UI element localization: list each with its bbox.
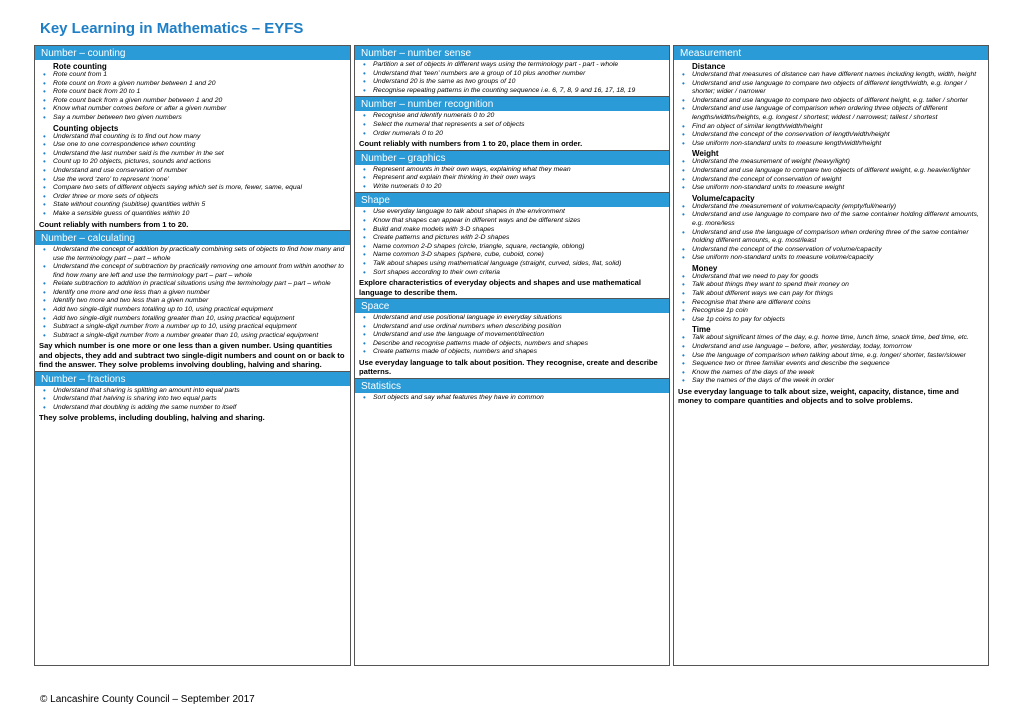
list-item: • Order numerals 0 to 20 [359, 130, 666, 139]
list-item: • Use 1p coins to pay for objects [678, 316, 985, 325]
section-heading: Statistics [355, 379, 669, 393]
column-left [34, 45, 351, 666]
section-heading: Space [355, 299, 669, 313]
bullet-list [359, 166, 666, 192]
list-item: • Sequence two or three familiar events and describe the sequence [678, 360, 985, 369]
section-body [35, 386, 350, 424]
list-item: • Understand that counting is to find out how many [39, 133, 347, 142]
list-item: • Identify one more and one less than a given number [39, 289, 347, 298]
list-item: • Talk about significant times of the day, e.g. home time, lunch time, snack time, bed time, etc. [678, 334, 985, 343]
section-heading: Number – fractions [35, 372, 350, 386]
bullet-list [39, 387, 347, 413]
section-space [355, 299, 669, 379]
list-item: • Understand that sharing is splitting an amount into equal parts [39, 387, 347, 396]
list-item: • Add two single-digit numbers totalling greater than 10, using practical equipment [39, 315, 347, 324]
bullet-list [359, 314, 666, 357]
list-item: • Understand and use language to compare two objects of different length/width, e.g. longer / shorter; wider / narrower [678, 80, 985, 97]
list-item: • Represent amounts in their own ways, explaining what they mean [359, 166, 666, 175]
list-item: • Say a number between two given numbers [39, 114, 347, 123]
list-item: • Understand the concept of addition by practically combining sets of objects to find how many and use the terminology part – part – whole [39, 246, 347, 263]
list-item: • Talk about different ways we can pay for things [678, 290, 985, 299]
section-body [355, 60, 669, 96]
column-right [673, 45, 989, 666]
summary-statement: Use everyday language to talk about position. They recognise, create and describe patterns. [359, 357, 658, 377]
list-item: • Use uniform non-standard units to measure length/width/height [678, 140, 985, 149]
list-item: • Rote count back from 20 to 1 [39, 88, 347, 97]
bullet-list [678, 158, 985, 192]
bullet-list [39, 246, 347, 341]
bullet-list [39, 71, 347, 123]
bullet-list [678, 203, 985, 263]
list-item: • Understand and use language of comparison when ordering three objects of different lengths/widths/heights, e.g. longest / shortest; widest / narrowest; tallest / shortest [678, 105, 985, 122]
section-body [674, 60, 988, 407]
bullet-list [359, 208, 666, 277]
list-item: • Add two single-digit numbers totalling up to 10, using practical equipment [39, 306, 347, 315]
list-item: • Know what number comes before or after a given number [39, 105, 347, 114]
list-item: • Understand and use positional language in everyday situations [359, 314, 666, 323]
list-item: • Write numerals 0 to 20 [359, 183, 666, 192]
list-item: • State without counting (subitise) quantities within 5 [39, 201, 347, 210]
list-item: • Understand the concept of the conservation of volume/capacity [678, 246, 985, 255]
list-item: • Use the word ‘zero’ to represent ‘none’ [39, 176, 347, 185]
list-item: • Understand and use language to compare two of the same container holding different amounts, e.g. more/less [678, 211, 985, 228]
section-heading: Measurement [674, 46, 988, 60]
subheading: Rote counting [53, 62, 107, 71]
list-item: • Use uniform non-standard units to measure weight [678, 184, 985, 193]
list-item: • Rote count on from a given number between 1 and 20 [39, 80, 347, 89]
list-item: • Compare two sets of different objects saying which set is more, fewer, same, equal [39, 184, 347, 193]
list-item: • Understand that measures of distance can have different names including length, width, height [678, 71, 985, 80]
list-item: • Create patterns and pictures with 2-D shapes [359, 234, 666, 243]
list-item: • Use one to one correspondence when counting [39, 141, 347, 150]
summary-statement: Explore characteristics of everyday objects and shapes and use mathematical language to describe them. [359, 278, 641, 297]
list-item: • Say the names of the days of the week in order [678, 377, 985, 386]
subheading: Counting objects [53, 123, 119, 133]
summary-statement: They solve problems, including doubling, halving and sharing. [39, 413, 265, 423]
section-heading: Number – counting [35, 46, 350, 60]
bullet-list [359, 112, 666, 138]
summary-statement: Use everyday language to talk about size, weight, capacity, distance, time and money to compare quantities and objects and to solve problems. [678, 387, 959, 406]
list-item: • Understand that we need to pay for goods [678, 273, 985, 282]
section-heading: Number – graphics [355, 151, 669, 165]
list-item: • Use the language of comparison when talking about time, e.g. longer/ shorter, faster/slower [678, 352, 985, 361]
list-item: • Identify two more and two less than a given number [39, 297, 347, 306]
section-number-fractions [35, 372, 350, 424]
list-item: • Understand the last number said is the number in the set [39, 150, 347, 159]
summary-statement: Count reliably with numbers from 1 to 20, place them in order. [359, 139, 583, 149]
list-item: • Understand and use language to compare two objects of different weight, e.g. heavier/lighter [678, 167, 985, 176]
section-body [355, 313, 669, 378]
section-body [355, 111, 669, 149]
section-heading: Number – number sense [355, 46, 669, 60]
section-number-counting [35, 46, 350, 231]
list-item: • Use everyday language to talk about shapes in the environment [359, 208, 666, 217]
list-item: • Know the names of the days of the week [678, 369, 985, 378]
section-statistics [355, 379, 669, 404]
list-item: • Sort shapes according to their own criteria [359, 269, 666, 278]
bullet-list [678, 71, 985, 148]
list-item: • Represent and explain their thinking in their own ways [359, 174, 666, 183]
bullet-list [359, 61, 666, 95]
list-item: • Talk about shapes using mathematical language (straight, curved, sides, flat, solid) [359, 260, 666, 269]
summary-statement: Count reliably with numbers from 1 to 20. [39, 219, 189, 229]
subheading: Time [692, 325, 711, 335]
list-item: • Build and make models with 3-D shapes [359, 226, 666, 235]
list-item: • Recognise that there are different coins [678, 299, 985, 308]
list-item: • Recognise 1p coin [678, 307, 985, 316]
bullet-list [39, 133, 347, 219]
list-item: • Understand and use the language of movement/direction [359, 331, 666, 340]
list-item: • Understand the measurement of weight (heavy/light) [678, 158, 985, 167]
section-heading: Number – number recognition [355, 97, 669, 111]
section-heading: Number – calculating [35, 231, 350, 245]
section-shape [355, 193, 669, 299]
list-item: • Name common 2-D shapes (circle, triangle, square, rectangle, oblong) [359, 243, 666, 252]
list-item: • Create patterns made of objects, numbers and shapes [359, 348, 666, 357]
list-item: • Understand 20 is the same as two groups of 10 [359, 78, 666, 87]
list-item: • Understand and use conservation of number [39, 167, 347, 176]
section-body [35, 60, 350, 230]
list-item: • Talk about things they want to spend their money on [678, 281, 985, 290]
section-number-number-recognition [355, 97, 669, 150]
section-number-graphics [355, 151, 669, 194]
list-item: • Describe and recognise patterns made of objects, numbers and shapes [359, 340, 666, 349]
section-body [355, 207, 669, 298]
subheading: Volume/capacity [692, 193, 755, 203]
list-item: • Partition a set of objects in different ways using the terminology part - part - whole [359, 61, 666, 70]
list-item: • Relate subtraction to addition in practical situations using the terminology part – part – whole [39, 280, 347, 289]
summary-statement: Say which number is one more or one less than a given number. Using quantities and objects, they add and subtract two single-digit numbers and count on or back to find the answer. They solve problems involving doubling, halving and sharing. [39, 341, 345, 370]
list-item: • Count up to 20 objects, pictures, sounds and actions [39, 158, 347, 167]
page-title: Key Learning in Mathematics – EYFS [40, 20, 304, 37]
section-heading: Shape [355, 193, 669, 207]
list-item: • Sort objects and say what features they have in common [359, 394, 666, 403]
list-item: • Understand the concept of subtraction by practically removing one amount from within another to find how many are left and use the terminology part – part – whole [39, 263, 347, 280]
list-item: • Understand that ‘teen’ numbers are a group of 10 plus another number [359, 70, 666, 79]
copyright-footer: © Lancashire County Council – September 2017 [40, 694, 255, 705]
list-item: • Select the numeral that represents a set of objects [359, 121, 666, 130]
subheading: Weight [692, 149, 719, 159]
list-item: • Understand the measurement of volume/capacity (empty/full/nearly) [678, 203, 985, 212]
list-item: • Name common 3-D shapes (sphere, cube, cuboid, cone) [359, 251, 666, 260]
list-item: • Understand and use ordinal numbers when describing position [359, 323, 666, 332]
list-item: • Recognise repeating patterns in the counting sequence i.e. 6, 7, 8, 9 and 16, 17, 18, 19 [359, 87, 666, 96]
section-measurement [674, 46, 988, 407]
subheading: Distance [692, 62, 726, 71]
section-body [355, 165, 669, 193]
list-item: • Rote count from 1 [39, 71, 347, 80]
section-body [355, 393, 669, 404]
column-middle [354, 45, 670, 666]
bullet-list [678, 273, 985, 325]
list-item: • Make a sensible guess of quantities within 10 [39, 210, 347, 219]
section-number-calculating [35, 231, 350, 372]
bullet-list [678, 334, 985, 386]
list-item: • Recognise and identify numerals 0 to 20 [359, 112, 666, 121]
section-number-number-sense [355, 46, 669, 97]
list-item: • Understand and use the language of comparison when ordering three of the same container holding different amounts, e.g. most/least [678, 229, 985, 246]
list-item: • Understand the concept of conservation of weight [678, 176, 985, 185]
list-item: • Order three or more sets of objects [39, 193, 347, 202]
list-item: • Understand and use language – before, after, yesterday, today, tomorrow [678, 343, 985, 352]
bullet-list [359, 394, 666, 403]
list-item: • Understand and use language to compare two objects of different height, e.g. taller / shorter [678, 97, 985, 106]
list-item: • Find an object of similar length/width/height [678, 123, 985, 132]
list-item: • Understand that doubling is adding the same number to itself [39, 404, 347, 413]
list-item: • Use uniform non-standard units to measure volume/capacity [678, 254, 985, 263]
list-item: • Know that shapes can appear in different ways and be different sizes [359, 217, 666, 226]
list-item: • Rote count back from a given number between 1 and 20 [39, 97, 347, 106]
subheading: Money [692, 263, 718, 273]
list-item: • Subtract a single-digit number from a number greater than 10, using practical equipment [39, 332, 347, 341]
list-item: • Understand the concept of the conservation of length/width/height [678, 131, 985, 140]
list-item: • Understand that halving is sharing into two equal parts [39, 395, 347, 404]
list-item: • Subtract a single-digit number from a number up to 10, using practical equipment [39, 323, 347, 332]
section-body [35, 245, 350, 371]
